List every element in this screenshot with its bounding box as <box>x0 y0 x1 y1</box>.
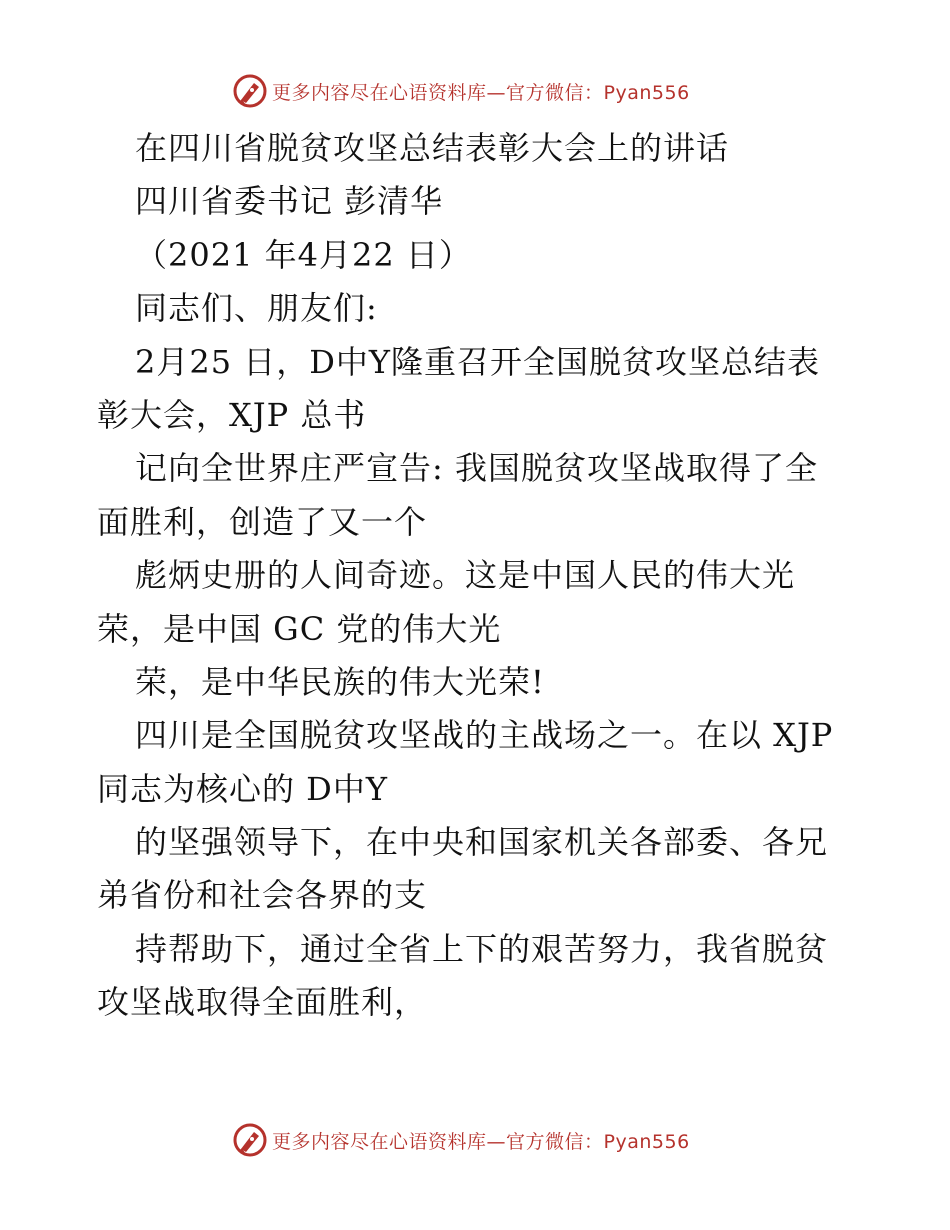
paragraph-line: 2月25 日，D中Y隆重召开全国脱贫攻坚总结表 <box>135 342 821 381</box>
paragraph-line: 荣，是中华民族的伟大光荣! <box>135 662 545 701</box>
paragraph-line: 彰大会，XJP 总书 <box>97 395 367 434</box>
paragraph-line: 记向全世界庄严宣告: 我国脱贫攻坚战取得了全 <box>135 449 818 488</box>
header-banner <box>232 71 690 111</box>
salutation: 同志们、朋友们: <box>135 289 378 328</box>
speaker-line: 四川省委书记 彭清华 <box>135 182 444 221</box>
banner-text: 更多内容尽在心语资料库—官方微信：Pyan556 <box>272 81 690 104</box>
document-title: 在四川省脱贫攻坚总结表彰大会上的讲话 <box>135 129 730 167</box>
paragraph-line: 弟省份和社会各界的支 <box>97 876 428 915</box>
paragraph-line: 面胜利，创造了又一个 <box>97 502 428 541</box>
date-line: （2021 年4月22 日） <box>135 235 472 274</box>
paragraph-line: 的坚强领导下，在中央和国家机关各部委、各兄 <box>135 823 829 862</box>
paragraph-line: 彪炳史册的人间奇迹。这是中国人民的伟大光 <box>135 556 796 595</box>
pen-nib-logo-icon <box>232 73 268 109</box>
pen-nib-logo-icon <box>232 1122 268 1158</box>
paragraph-line: 同志为核心的 D中Y <box>97 769 388 808</box>
paragraph-line: 攻坚战取得全面胜利， <box>97 983 428 1022</box>
paragraph-line: 四川是全国脱贫攻坚战的主战场之一。在以 XJP <box>135 716 834 755</box>
paragraph-line: 持帮助下，通过全省上下的艰苦努力，我省脱贫 <box>135 929 829 968</box>
document-body <box>97 122 857 1030</box>
banner-text: 更多内容尽在心语资料库—官方微信：Pyan556 <box>272 1130 690 1153</box>
footer-banner <box>232 1120 690 1160</box>
paragraph-line: 荣，是中国 GC 党的伟大光 <box>97 609 502 648</box>
